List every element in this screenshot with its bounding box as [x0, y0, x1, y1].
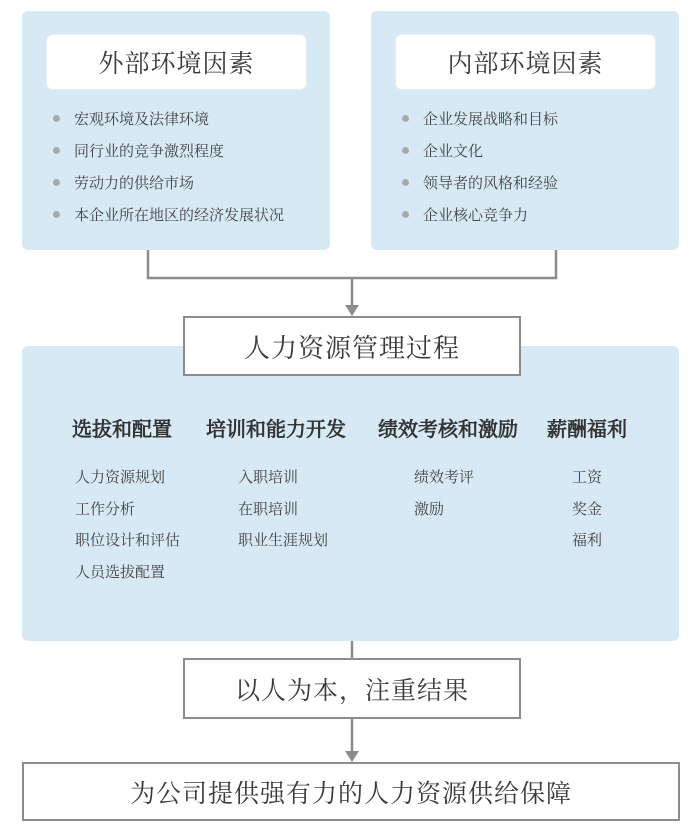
- category-training: 培训和能力开发: [206, 417, 346, 441]
- bullet-icon: [53, 211, 60, 218]
- list-item: 企业文化: [402, 135, 558, 167]
- list-item: 企业核心竞争力: [402, 199, 558, 231]
- list-item: 职业生涯规划: [238, 531, 329, 549]
- list-item: 入职培训: [238, 468, 299, 486]
- category-selection: 选拔和配置: [72, 417, 172, 441]
- bullet-icon: [53, 147, 60, 154]
- external-factors-title: 外部环境因素: [47, 35, 306, 89]
- list-item: 奖金: [572, 499, 603, 518]
- list-item: 劳动力的供给市场: [53, 167, 284, 199]
- bullet-icon: [402, 211, 409, 218]
- list-item: 在职培训: [238, 499, 299, 518]
- goal-box: 为公司提供强有力的人力资源供给保障: [22, 762, 680, 821]
- category-performance: 绩效考核和激励: [378, 417, 518, 441]
- list-item: 职位设计和评估: [75, 531, 181, 549]
- list-item: 人力资源规划: [75, 468, 166, 486]
- bullet-icon: [402, 115, 409, 122]
- selection-items: [75, 462, 180, 588]
- compensation-items: [572, 462, 602, 557]
- training-items: [238, 462, 328, 557]
- arrow-down-icon: [345, 751, 359, 762]
- category-compensation: 薪酬福利: [547, 417, 627, 441]
- list-item: 企业发展战略和目标: [402, 103, 558, 135]
- list-item: 工资: [572, 468, 603, 486]
- bullet-icon: [53, 179, 60, 186]
- bullet-icon: [53, 115, 60, 122]
- list-item: 激励: [414, 499, 445, 518]
- internal-factors-title: 内部环境因素: [396, 35, 655, 89]
- internal-factors-panel: [371, 11, 679, 250]
- list-item: 工作分析: [75, 499, 136, 518]
- list-item: 宏观环境及法律环境: [53, 103, 284, 135]
- list-item: 领导者的风格和经验: [402, 167, 558, 199]
- process-title-box: 人力资源管理过程: [183, 316, 521, 376]
- bullet-icon: [402, 179, 409, 186]
- arrow-down-icon: [345, 305, 359, 316]
- internal-factors-list: [402, 103, 558, 231]
- performance-items: [414, 462, 474, 525]
- list-item: 绩效考评: [414, 468, 475, 486]
- external-factors-list: [53, 103, 284, 231]
- external-factors-panel: [22, 11, 330, 250]
- list-item: 人员选拔配置: [75, 562, 166, 581]
- bullet-icon: [402, 147, 409, 154]
- principle-box: 以人为本，注重结果: [183, 658, 521, 719]
- list-item: 福利: [572, 531, 603, 549]
- list-item: 同行业的竞争激烈程度: [53, 135, 284, 167]
- list-item: 本企业所在地区的经济发展状况: [53, 199, 284, 231]
